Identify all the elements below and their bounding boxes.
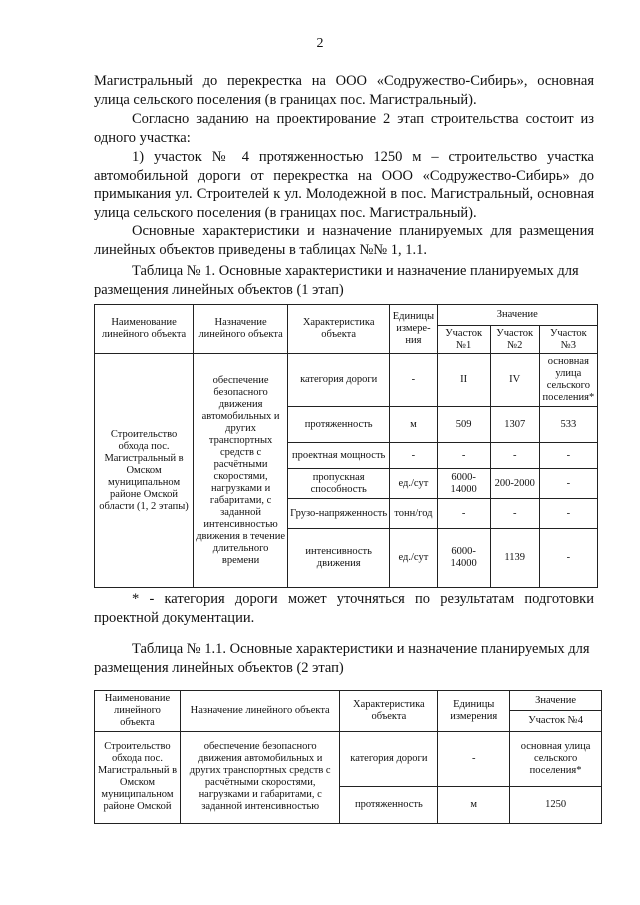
intro-paragraph-4: Основные характеристики и назначение планируемых для размещения линейных объектов приведены в таблицах №№ 1, 1.1. [94,223,594,258]
footnote: * - категория дороги может уточняться по результатам подготовки проектной документации. [94,591,594,626]
t1-header-s3: Участок №3 [539,326,597,354]
t2-row-char: категория дороги [340,731,438,786]
intro-paragraph-2: Согласно заданию на проектирование 2 этап строительства состоит из одного участка: [94,111,594,146]
t1-row-unit: - [390,354,437,407]
t1-row-v3: - [539,499,597,529]
t1-row-v2: - [490,499,539,529]
page-number: 2 [316,36,324,51]
t1-header-purpose: Назначение линейного объекта [194,305,288,354]
t1-row-char: проектная мощность [288,443,390,469]
t2-row-char: протяженность [340,787,438,824]
t1-row-char: интенсивность движения [288,529,390,588]
t1-row-char: пропускная способность [288,469,390,499]
t1-row-unit: ед./сут [390,529,437,588]
table2-caption: Таблица № 1.1. Основные характеристики и назначение планируемых для размещения линейных объектов (2 этап) [94,641,590,676]
t1-row-v1: 6000-14000 [437,469,490,499]
t1-row-unit: тонн/год [390,499,437,529]
t1-row-v1: 6000-14000 [437,529,490,588]
t1-row-unit: м [390,407,437,443]
t1-purpose: обеспечение безопасного движения автомобильных и других транспортных средств с расчётными скоростями, нагрузками и габаритами, с заданной интенсивностью движения в течение длительного времени [194,354,288,588]
t1-header-char: Характеристика объекта [288,305,390,354]
t2-header-char: Характеристика объекта [340,691,438,732]
t1-row-v2: IV [490,354,539,407]
intro-paragraph-1: Магистральный до перекрестка на ООО «Содружество-Сибирь», основная улица сельского поселения (в границах пос. Магистральный). [94,73,594,108]
t1-row-v3: 533 [539,407,597,443]
t1-row-v1: - [437,443,490,469]
t1-row-unit: ед./сут [390,469,437,499]
t1-object-name: Строительство обхода пос. Магистральный в Омском муниципальном районе Омской области (1, 2 этапы) [95,354,194,588]
t1-header-s2: Участок №2 [490,326,539,354]
intro-paragraph-3: 1) участок № 4 протяженностью 1250 м – строительство участка автомобильной дороги от перекрестка на ООО «Содружество-Сибирь» до примыкания ул. Строителей к ул. Молодежной в пос. Магистральный, основная улица сельского поселения (в границах пос. Магистральный). [94,149,594,221]
t1-row-v3: - [539,469,597,499]
t2-object-name: Строительство обхода пос. Магистральный в Омском муниципальном районе Омской [95,731,181,823]
t1-row-v2: 1139 [490,529,539,588]
t1-header-unit: Единицы измере-ния [390,305,437,354]
t1-row-v2: 200-2000 [490,469,539,499]
t2-row-unit: м [438,787,510,824]
t2-header-unit: Единицы измерения [438,691,510,732]
t1-row-v1: II [437,354,490,407]
t1-row-char: протяженность [288,407,390,443]
table1-caption: Таблица № 1. Основные характеристики и назначение планируемых для размещения линейных объектов (1 этап) [94,263,579,298]
t2-row-v4: основная улица сельского поселения* [510,731,602,786]
t2-header-purpose: Назначение линейного объекта [180,691,340,732]
t1-header-s1: Участок №1 [437,326,490,354]
t2-purpose: обеспечение безопасного движения автомобильных и других транспортных средств с расчётными скоростями, нагрузками и габаритами, с заданной интенсивностью [180,731,340,823]
t1-row-v1: - [437,499,490,529]
t2-header-name: Наименование линейного объекта [95,691,181,732]
t2-header-value: Значение [510,691,602,711]
t1-row-v1: 509 [437,407,490,443]
t1-row-char: категория дороги [288,354,390,407]
t1-row-v3: - [539,529,597,588]
t1-row-unit: - [390,443,437,469]
table2 [94,690,602,824]
t2-row-unit: - [438,731,510,786]
t2-row-v4: 1250 [510,787,602,824]
t1-row-char: Грузо-напряженность [288,499,390,529]
t1-header-name: Наименование линейного объекта [95,305,194,354]
t1-header-value: Значение [437,305,597,326]
table1 [94,304,598,588]
t1-row-v2: - [490,443,539,469]
t1-row-v2: 1307 [490,407,539,443]
t2-header-s4: Участок №4 [510,711,602,731]
t1-row-v3: - [539,443,597,469]
t1-row-v3: основная улица сельского поселения* [539,354,597,407]
